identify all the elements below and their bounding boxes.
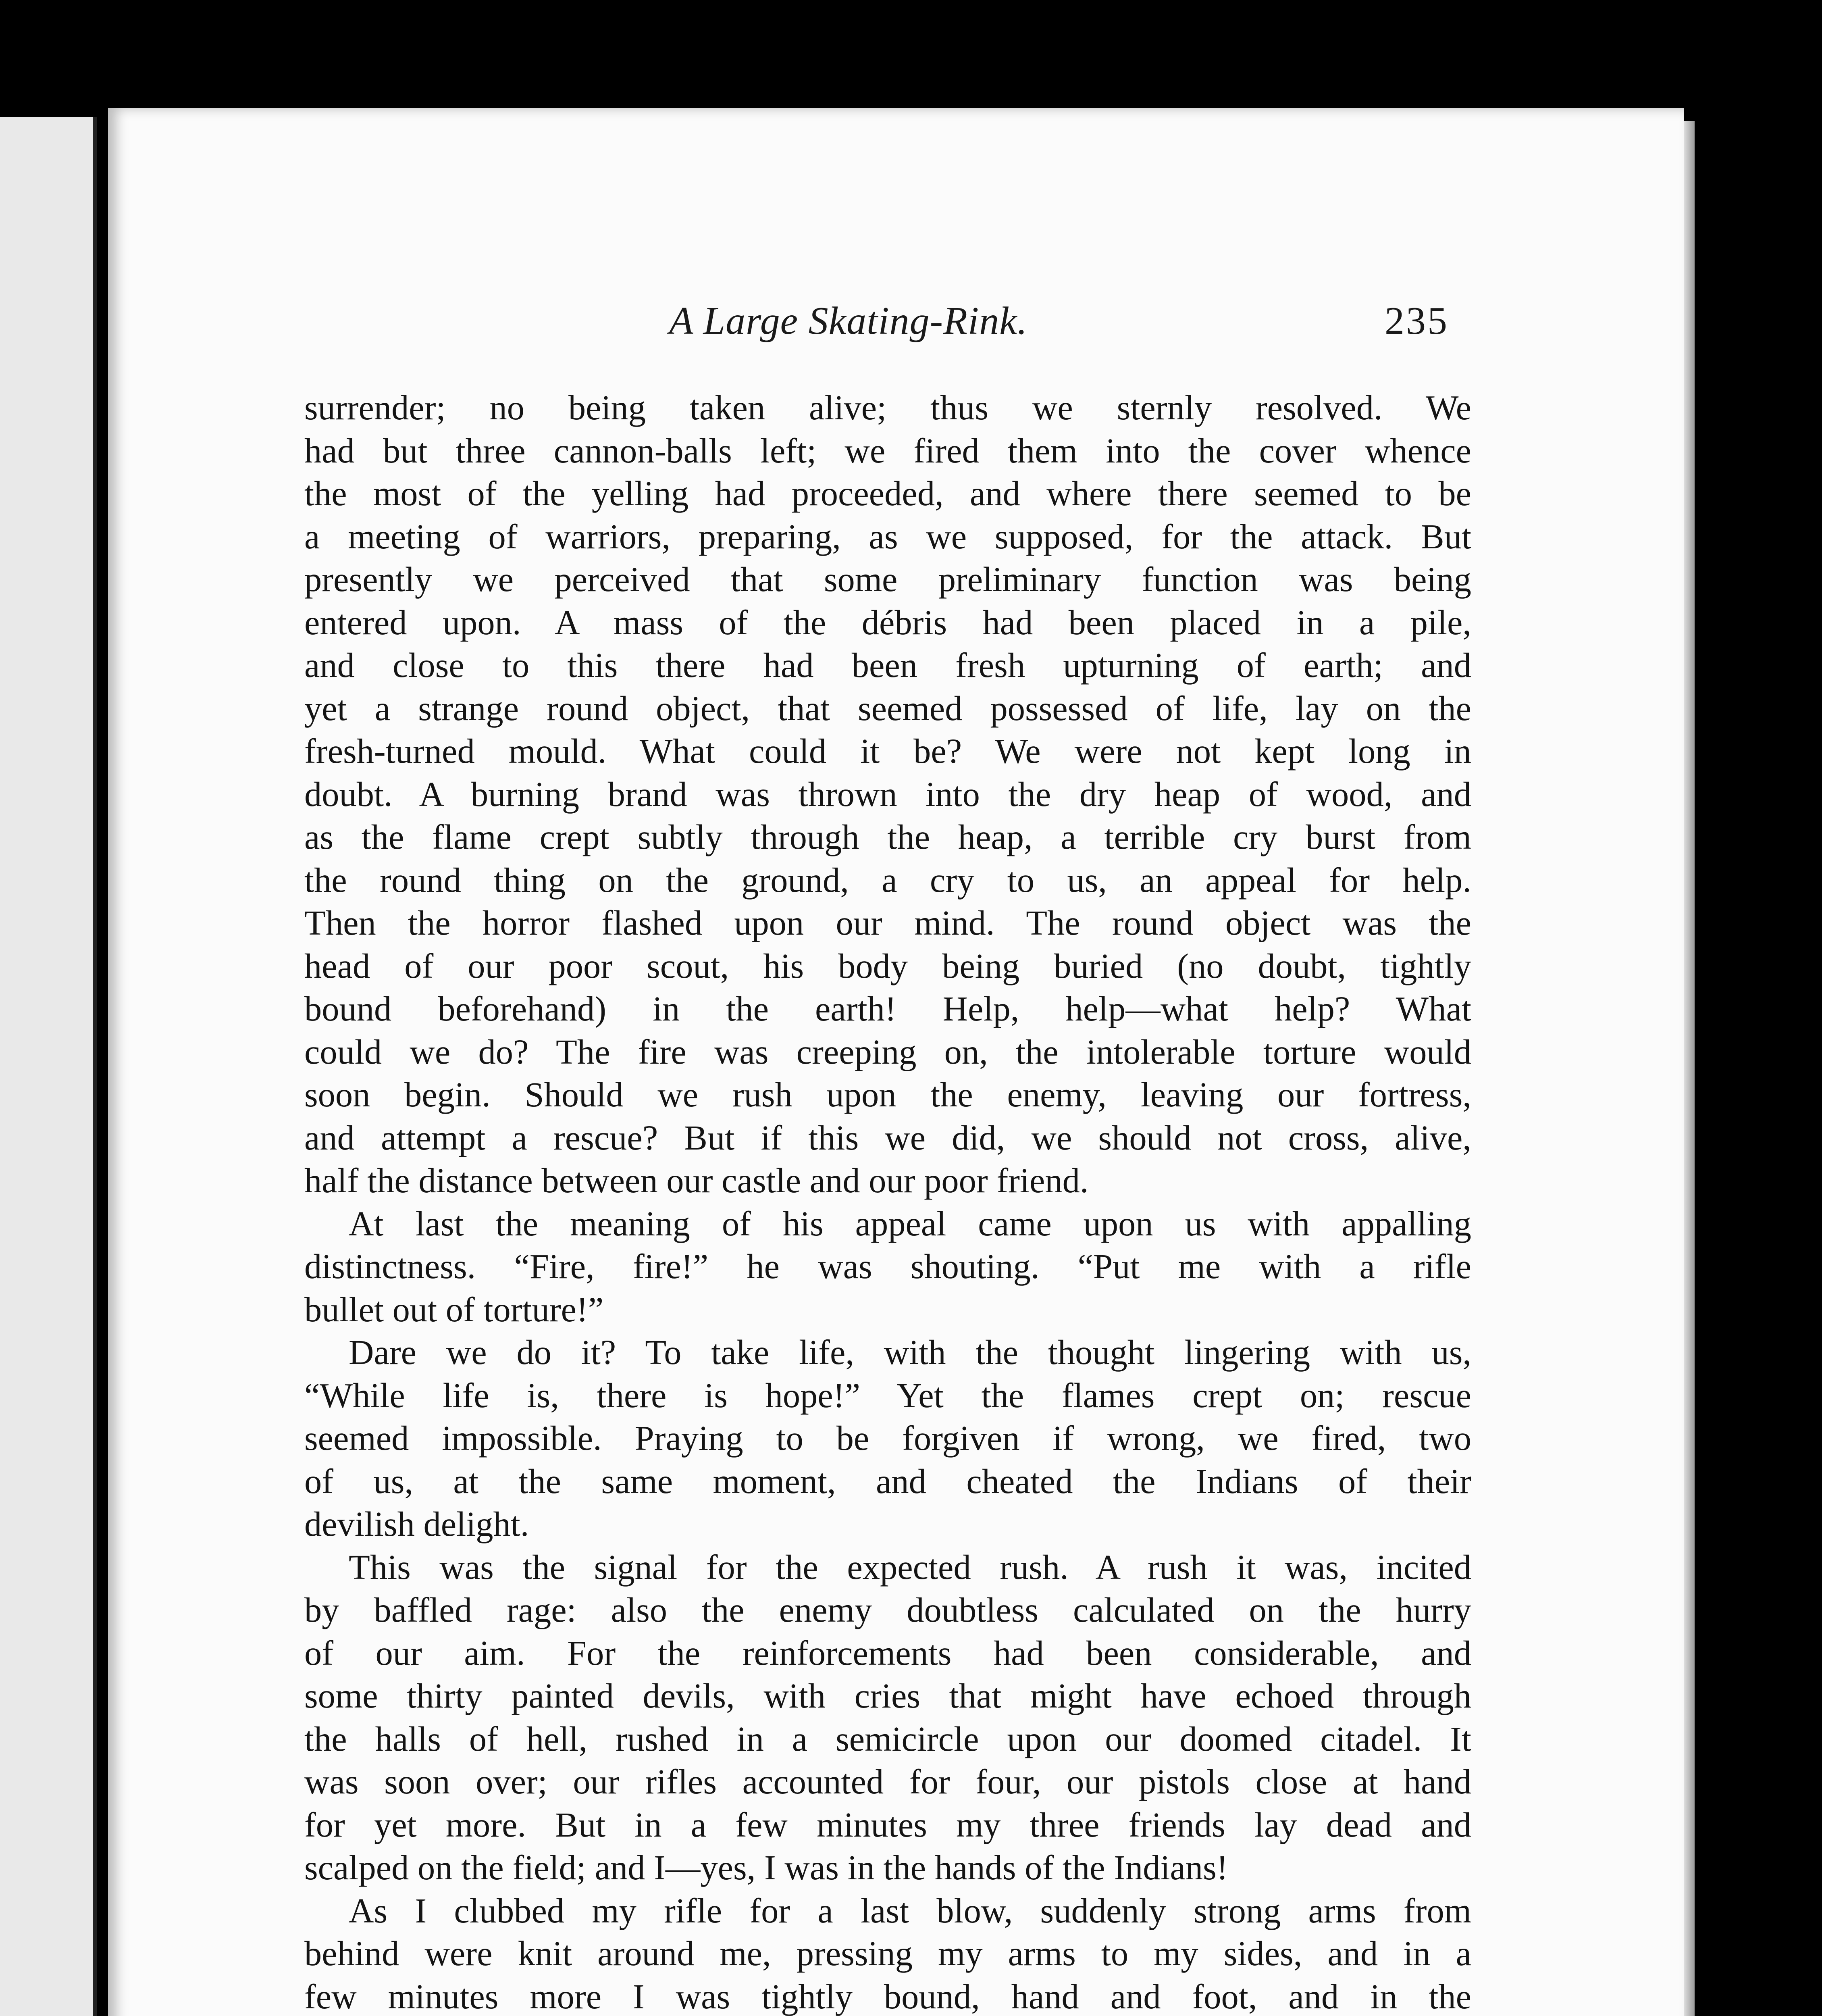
text-line: As I clubbed my rifle for a last blow, suddenly strong arms from	[349, 1891, 1471, 1930]
text-line: of our aim. For the reinforcements had been considerable, and	[304, 1633, 1471, 1672]
text-line: scalped on the field; and I—yes, I was in the hands of the Indians!	[304, 1848, 1228, 1887]
text-line: This was the signal for the expected rush. A rush it was, incited	[349, 1547, 1471, 1587]
text-line: could we do? The fire was creeping on, the intolerable torture would	[304, 1032, 1471, 1071]
text-line: surrender; no being taken alive; thus we sternly resolved. We	[304, 388, 1471, 427]
text-line: as the flame crept subtly through the heap, a terrible cry burst from	[304, 818, 1471, 856]
text-line: had but three cannon-balls left; we fired them into the cover whence	[304, 431, 1471, 470]
text-line: “While life is, there is hope!” Yet the flames crept on; rescue	[304, 1376, 1471, 1415]
page-edge-right	[1684, 121, 1695, 2016]
text-line: few minutes more I was tightly bound, hand and foot, and in the	[304, 1977, 1471, 2016]
text-line: soon begin. Should we rush upon the enemy, leaving our fortress,	[304, 1075, 1471, 1114]
text-line: was soon over; our rifles accounted for four, our pistols close at hand	[304, 1762, 1471, 1801]
text-line: and close to this there had been fresh upturning of earth; and	[304, 646, 1471, 685]
body-text	[304, 386, 1471, 2016]
text-line: seemed impossible. Praying to be forgiven if wrong, we fired, two	[304, 1419, 1471, 1458]
running-head: A Large Skating-Rink.	[669, 299, 1028, 343]
text-line: the most of the yelling had proceeded, and where there seemed to be	[304, 474, 1471, 513]
text-line: a meeting of warriors, preparing, as we supposed, for the attack. But	[304, 517, 1471, 556]
text-line: doubt. A burning brand was thrown into the dry heap of wood, and	[304, 775, 1471, 814]
text-line: Then the horror flashed upon our mind. The round object was the	[304, 904, 1471, 942]
text-line: for yet more. But in a few minutes my three friends lay dead and	[304, 1805, 1471, 1844]
text-line: bullet out of torture!”	[304, 1290, 604, 1329]
text-line: head of our poor scout, his body being buried (no doubt, tightly	[304, 946, 1471, 985]
text-line: presently we perceived that some preliminary function was being	[304, 560, 1471, 599]
text-line: the round thing on the ground, a cry to us, an appeal for help.	[304, 860, 1471, 900]
text-line: devilish delight.	[304, 1505, 529, 1543]
text-line: bound beforehand) in the earth! Help, help—what help? What	[304, 989, 1471, 1028]
text-line: some thirty painted devils, with cries that might have echoed through	[304, 1677, 1471, 1715]
text-line: fresh-turned mould. What could it be? We were not kept long in	[304, 732, 1471, 771]
text-line: entered upon. A mass of the débris had been placed in a pile,	[304, 603, 1471, 642]
text-line: and attempt a rescue? But if this we did, we should not cross, alive,	[304, 1118, 1471, 1157]
text-line: behind were knit around me, pressing my arms to my sides, and in a	[304, 1934, 1471, 1973]
text-line: yet a strange round object, that seemed possessed of life, lay on the	[304, 689, 1471, 728]
text-line: by baffled rage: also the enemy doubtless calculated on the hurry	[304, 1591, 1471, 1629]
previous-page-edge	[0, 117, 97, 2016]
text-line: the halls of hell, rushed in a semicircle upon our doomed citadel. It	[304, 1719, 1471, 1758]
text-line: Dare we do it? To take life, with the thought lingering with us,	[349, 1333, 1471, 1372]
text-line: At last the meaning of his appeal came upon us with appalling	[349, 1204, 1471, 1243]
text-line: distinctness. “Fire, fire!” he was shouting. “Put me with a rifle	[304, 1247, 1471, 1286]
text-line: half the distance between our castle and our poor friend.	[304, 1161, 1089, 1200]
page-number: 235	[1385, 299, 1449, 343]
text-line: of us, at the same moment, and cheated the Indians of their	[304, 1462, 1471, 1501]
